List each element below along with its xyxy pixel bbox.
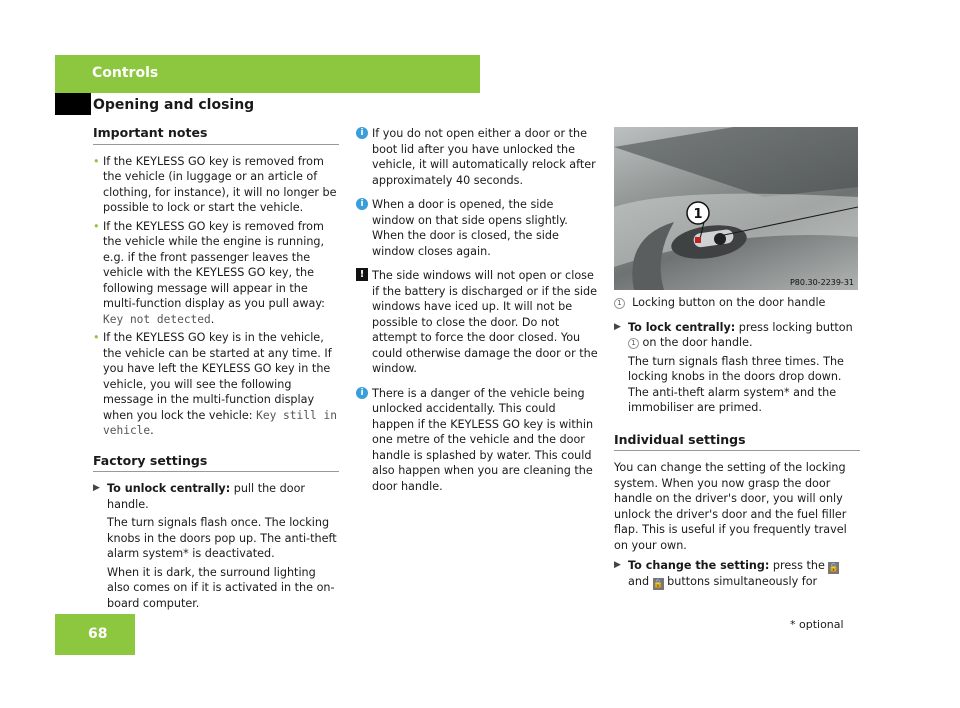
- instruction-step: ▶ To change the setting: press the 🔓 and 🔒 buttons simultaneously for: [614, 559, 839, 588]
- column-left: [93, 125, 339, 614]
- page-number: 68: [88, 626, 108, 642]
- important-notes-heading: Important notes: [93, 125, 339, 145]
- warning-icon: !: [356, 268, 368, 281]
- section-title: Controls: [92, 65, 159, 81]
- display-message: Key not detected: [103, 312, 211, 326]
- step-result: The turn signals flash three times. The locking knobs in the doors drop down. The anti-theft alarm system* and the immobiliser are primed.: [628, 354, 844, 414]
- paragraph: You can change the setting of the locking system. When you now grasp the door handle on the driver's door, you will only unlock the driver's door and the fuel filler flap. This is useful if you frequently travel on your own.: [614, 461, 847, 552]
- column-right: [614, 295, 860, 593]
- page-number-box: [55, 614, 135, 655]
- arrow-right-icon: ▶: [614, 321, 621, 332]
- bullet-icon: •: [93, 331, 100, 344]
- column-middle: [356, 126, 599, 503]
- door-handle-illustration: [614, 127, 858, 290]
- lock-button-icon: 🔒: [653, 579, 664, 588]
- warning-note: ! The side windows will not open or close if the battery is discharged or if the side windows have iced up. It will not be possible to close the door. Do not attempt to force the door closed. You could otherwise damage the door or the window.: [356, 268, 599, 377]
- bullet-icon: •: [93, 219, 100, 233]
- door-handle-photo: [614, 127, 858, 290]
- header-marker: [55, 93, 91, 115]
- subsection-title: Opening and closing: [93, 97, 255, 113]
- arrow-right-icon: ▶: [614, 560, 621, 570]
- info-note: i If you do not open either a door or the boot lid after you have unlocked the vehicle, it will automatically relock after approximately 40 seconds.: [356, 126, 599, 188]
- bullet-item: • If the KEYLESS GO key is removed from the vehicle (in luggage or an article of clothing, for instance), it will no longer be possible to lock or start the vehicle.: [93, 154, 337, 214]
- info-note: i There is a danger of the vehicle being unlocked accidentally. This could happen if the KEYLESS GO key is within one metre of the vehicle and the door handle is splashed by water. This could also happen when you are cleaning the door handle.: [356, 386, 599, 495]
- factory-settings-heading: Factory settings: [93, 453, 339, 473]
- bullet-icon: •: [93, 154, 100, 168]
- bullet-item: • If the KEYLESS GO key is removed from the vehicle while the engine is running, e.g. if the front passenger leaves the vehicle with the KEYLESS GO key, the following message will appear in the multi-function display as you pull away: Key not detected.: [93, 219, 325, 326]
- info-icon: i: [356, 127, 368, 139]
- callout-1-icon: 1: [628, 338, 639, 349]
- arrow-right-icon: ▶: [93, 483, 100, 493]
- individual-settings-heading: Individual settings: [614, 432, 860, 452]
- image-caption: 1 Locking button on the door handle: [614, 295, 860, 311]
- instruction-step: ▶ To unlock centrally: pull the door handle.: [93, 482, 306, 511]
- optional-footnote: * optional: [790, 618, 844, 631]
- image-code: P80.30-2239-31: [789, 278, 854, 287]
- step-note: When it is dark, the surround lighting also comes on if it is activated in the on-board computer.: [107, 565, 335, 610]
- callout-1-icon: 1: [614, 298, 625, 309]
- bullet-item: • If the KEYLESS GO key is in the vehicle, the vehicle can be started at any time. If you have left the KEYLESS GO key in the vehicle, you will see the following message in the multi-function display when you lock the vehicle: Key still in vehicle.: [93, 331, 337, 437]
- info-icon: i: [356, 387, 368, 399]
- info-note: i When a door is opened, the side window on that side opens slightly. When the door is closed, the side window closes again.: [356, 197, 599, 259]
- section-header-bar: [55, 55, 480, 93]
- unlock-button-icon: 🔓: [828, 563, 839, 572]
- callout-number: 1: [693, 207, 703, 222]
- info-icon: i: [356, 198, 368, 210]
- instruction-step: ▶ To lock centrally: press locking button 1 on the door handle.: [614, 320, 853, 349]
- step-result: The turn signals flash once. The locking knobs in the doors pop up. The anti-theft alarm system* is deactivated.: [107, 516, 337, 560]
- display-message: Key still in vehicle: [103, 408, 337, 437]
